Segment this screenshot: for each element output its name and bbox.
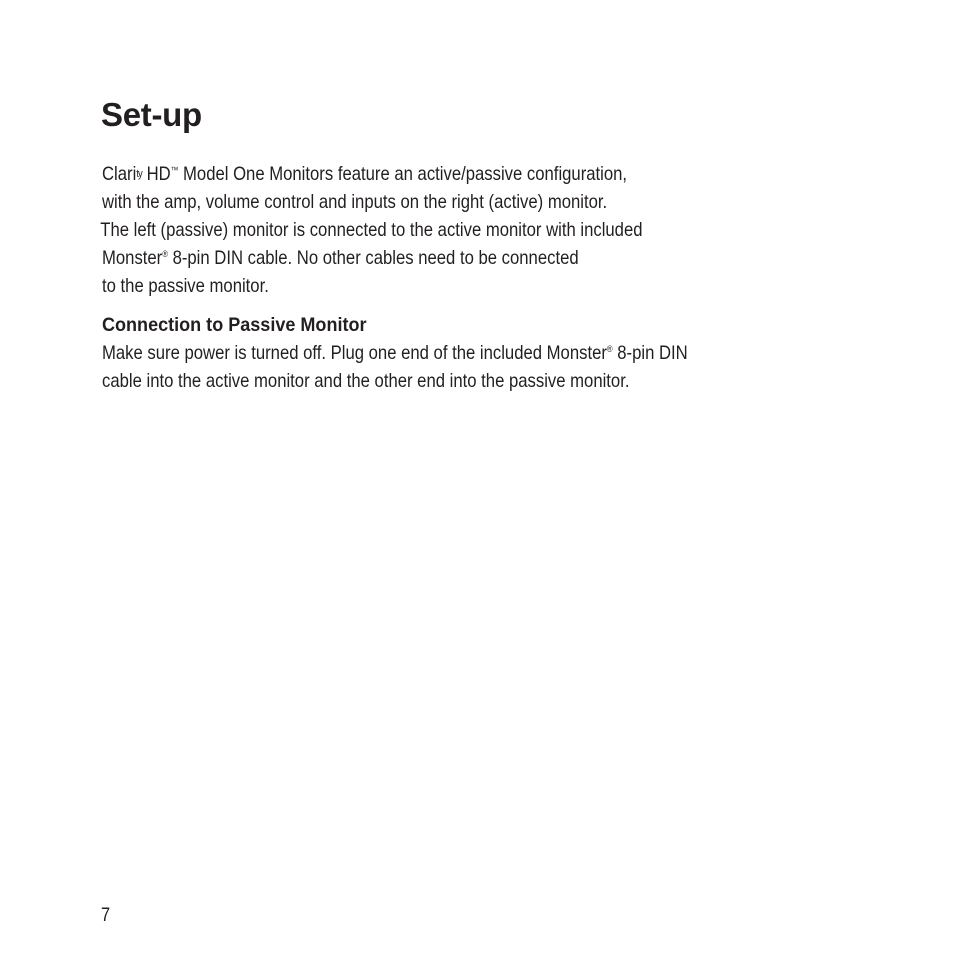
brand-name-ty: ty: [136, 168, 142, 180]
trademark-symbol: ™: [170, 165, 179, 175]
page-number: 7: [101, 905, 111, 926]
intro-line-2: with the amp, volume control and inputs on the right (active) monitor.: [102, 191, 608, 213]
intro-line-1: [102, 160, 756, 188]
section-line-1: [102, 339, 688, 367]
intro-line-4-text: 8-pin DIN cable. No other cables need to be connected: [167, 247, 579, 269]
section-line-1-start: Make sure power is turned off. Plug one end of the included Monster: [102, 342, 607, 364]
intro-line-4: [102, 244, 756, 272]
section-paragraph: [102, 339, 688, 395]
section-line-1-end: 8-pin DIN: [612, 342, 688, 364]
intro-line-1-text: Model One Monitors feature an active/passive configuration,: [178, 163, 628, 185]
registered-symbol-2: ®: [606, 344, 613, 354]
brand-name-suffix: HD: [141, 163, 171, 185]
monster-brand: Monster: [102, 247, 163, 269]
brand-name-prefix: Clari: [102, 163, 137, 185]
section-heading: Connection to Passive Monitor: [102, 314, 367, 336]
intro-line-3: The left (passive) monitor is connected to the active monitor with included: [100, 219, 643, 241]
intro-paragraph: [102, 160, 756, 300]
section-line-2: cable into the active monitor and the other end into the passive monitor.: [102, 370, 630, 392]
registered-symbol: ®: [162, 249, 168, 259]
intro-line-5: to the passive monitor.: [102, 275, 269, 297]
page-title: Set-up: [101, 96, 202, 133]
